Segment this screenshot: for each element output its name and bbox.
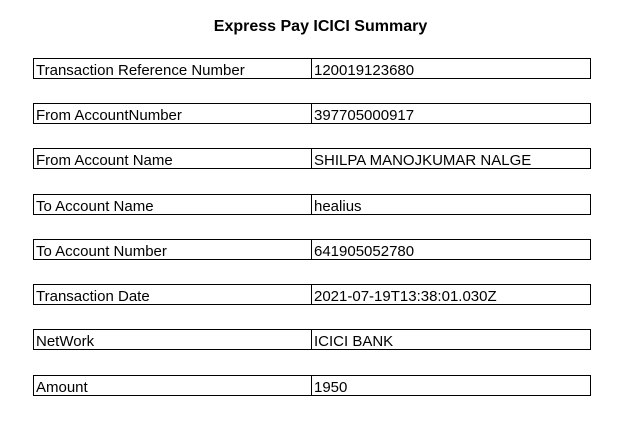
from-account-number-row [33,103,591,124]
row-value: 120019123680 [314,62,415,78]
row-value: healius [314,198,362,214]
row-label: From Account Name [34,149,312,168]
page-title: Express Pay ICICI Summary [213,18,428,35]
row-label: To Account Name [34,195,312,214]
row-value: ICICI BANK [314,333,394,349]
row-value: SHILPA MANOJKUMAR NALGE [314,152,532,168]
transaction-reference-row [33,58,591,79]
row-value: 2021-07-19T13:38:01.030Z [314,288,497,304]
row-label: Transaction Reference Number [34,59,312,78]
row-label: To Account Number [34,240,312,259]
row-label: Transaction Date [34,285,312,304]
to-account-name-row [33,194,591,215]
from-account-name-row [33,148,591,169]
row-label: From AccountNumber [34,104,312,123]
row-value: 397705000917 [314,107,415,123]
to-account-number-row [33,239,591,260]
row-label: NetWork [34,330,312,349]
row-value: 1950 [314,379,348,395]
amount-row [33,375,591,396]
transaction-date-row [33,284,591,305]
row-value: 641905052780 [314,243,415,259]
row-label: Amount [34,376,312,395]
network-row [33,329,591,350]
